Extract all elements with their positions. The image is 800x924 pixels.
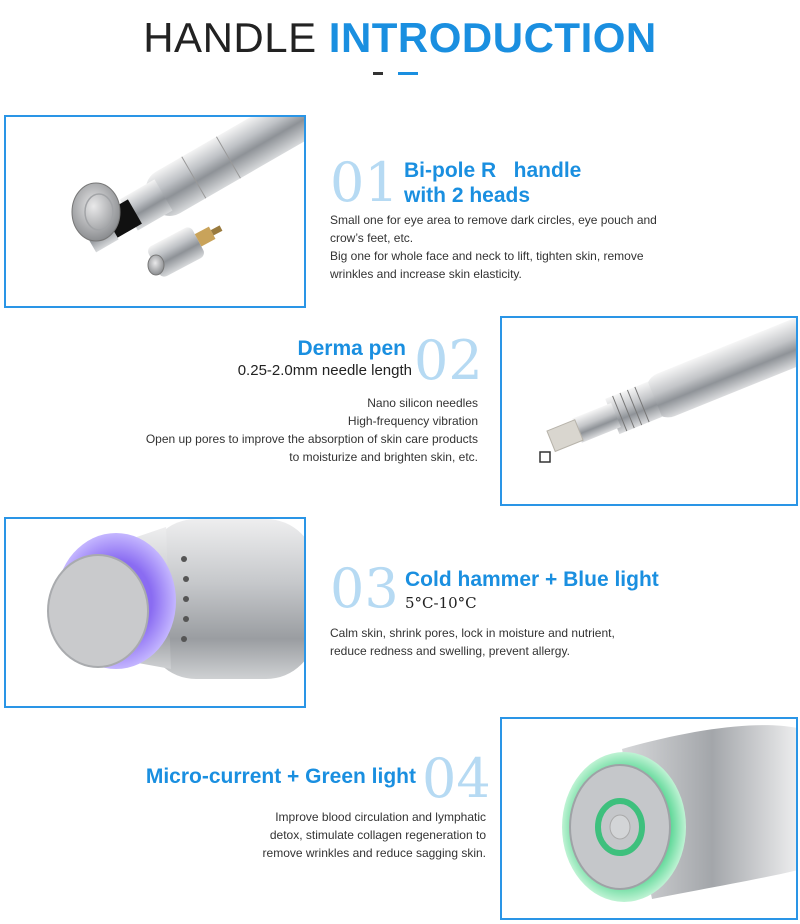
section-01-desc-line-2: crow’s feet, etc. [330, 231, 414, 245]
section-04-title: Micro-current + Green light [145, 765, 416, 788]
cold-hammer-image [4, 517, 306, 708]
section-number-01: 01 [330, 151, 399, 214]
section-03-subtitle: 5°C-10°C [405, 594, 477, 612]
title-underline-dark [373, 72, 383, 75]
page-title [0, 14, 800, 62]
section-02-title: Derma pen [297, 337, 406, 360]
micro-current-image [500, 717, 798, 920]
section-number-02: 02 [414, 329, 483, 392]
section-04-description [100, 808, 486, 862]
title-introduction: INTRODUCTION [328, 14, 657, 61]
section-number-04: 04 [422, 747, 491, 810]
section-02-description [60, 394, 478, 466]
section-04-desc-line-2: detox, stimulate collagen regeneration to [269, 828, 486, 842]
section-number-03: 03 [330, 557, 399, 620]
section-01-title-line-2: with 2 heads [404, 184, 531, 207]
section-02-desc-line-2: High-frequency vibration [347, 414, 478, 428]
bipole-handle-image [4, 115, 306, 308]
section-04-desc-line-1: Improve blood circulation and lymphatic [275, 810, 486, 824]
section-01-title-line-1: Bi-pole R handle [404, 159, 582, 182]
section-03-desc-line-1: Calm skin, shrink pores, lock in moisture and nutrient, [330, 626, 615, 640]
section-01-desc-line-4: wrinkles and increase skin elasticity. [330, 267, 522, 281]
section-01-title [404, 158, 581, 208]
section-04-desc-line-3: remove wrinkles and reduce sagging skin. [262, 846, 486, 860]
title-underline-blue [398, 72, 418, 75]
section-02-desc-line-1: Nano silicon needles [367, 396, 478, 410]
title-handle: HANDLE [143, 14, 329, 61]
section-01-desc-line-1: Small one for eye area to remove dark circles, eye pouch and [330, 213, 657, 227]
section-02-desc-line-4: to moisturize and brighten skin, etc. [289, 450, 478, 464]
section-01-desc-line-3: Big one for whole face and neck to lift, tighten skin, remove [330, 249, 644, 263]
section-02-subtitle: 0.25-2.0mm needle length [237, 362, 412, 379]
derma-pen-image [500, 316, 798, 506]
section-03-description [330, 624, 615, 660]
section-02-desc-line-3: Open up pores to improve the absorption of skin care products [145, 432, 478, 446]
section-01-description [330, 211, 657, 283]
section-03-title: Cold hammer + Blue light [405, 568, 659, 591]
section-03-desc-line-2: reduce redness and swelling, prevent allergy. [330, 644, 570, 658]
